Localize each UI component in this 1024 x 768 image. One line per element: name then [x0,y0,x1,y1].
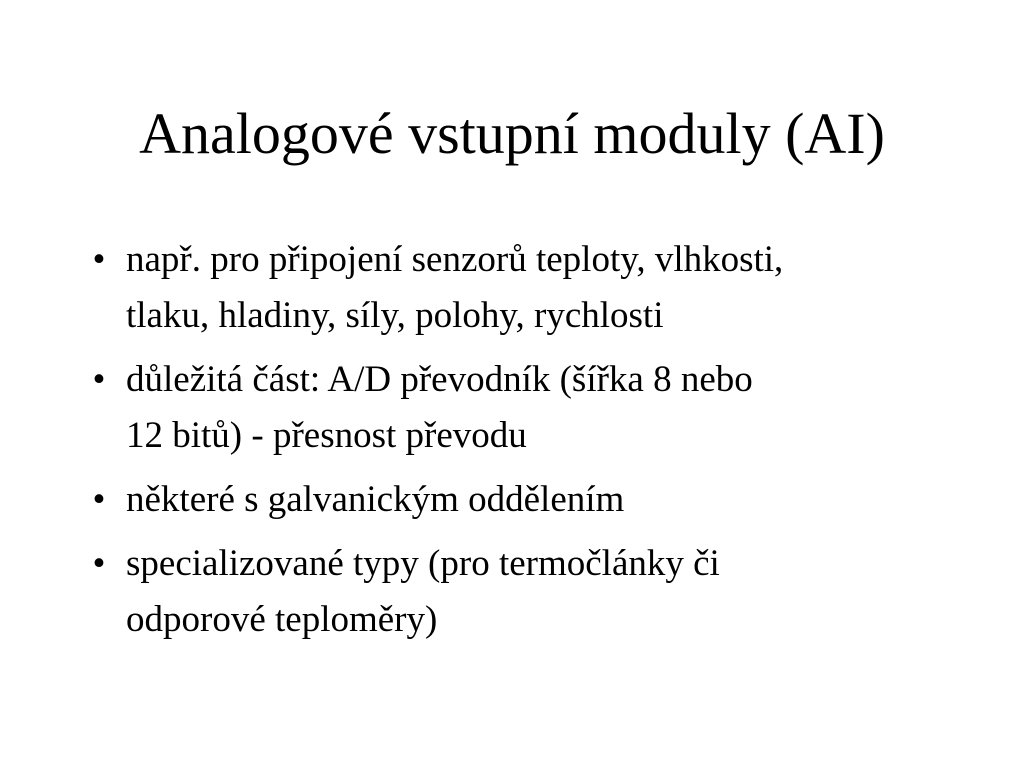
bullet-text-line: důležitá část: A/D převodník (šířka 8 nebo [126,359,753,400]
bullet-text-line: 12 bitů) - přesnost převodu [126,415,527,456]
bullet-text-line: odporové teploměry) [126,599,438,640]
bullet-text-line: např. pro připojení senzorů teploty, vlhkosti, [126,239,784,280]
slide-title: Analogové vstupní moduly (AI) [139,101,885,166]
bullet-icon: • [92,543,106,584]
bullet-item [84,232,964,344]
bullet-item [84,352,964,464]
bullet-text-line: tlaku, hladiny, síly, polohy, rychlosti [126,295,664,336]
bullet-icon: • [92,359,106,400]
bullet-icon: • [92,479,106,520]
bullet-text-line: některé s galvanickým oddělením [126,479,625,520]
bullet-text-line: specializované typy (pro termočlánky či [126,543,720,584]
bullet-item [84,536,964,648]
bullet-icon: • [92,239,106,280]
bullet-item [84,472,964,528]
bullet-list [84,232,964,656]
